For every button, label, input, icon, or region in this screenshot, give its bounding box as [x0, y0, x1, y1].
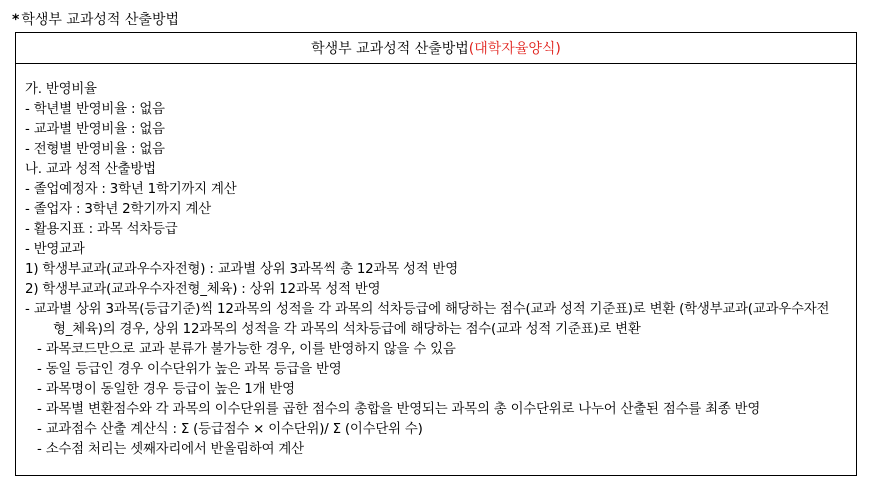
method-box: [15, 32, 857, 476]
asterisk-bullet: *: [12, 12, 20, 28]
list-item: - 활용지표 : 과목 석차등급: [25, 222, 178, 237]
heading-ga: 가. 반영비율: [25, 82, 97, 97]
box-header: [16, 33, 856, 64]
list-item: - 졸업예정자 : 3학년 1학기까지 계산: [25, 182, 237, 197]
heading-na: 나. 교과 성적 산출방법: [25, 162, 156, 177]
box-header-highlight: (대학자율양식): [468, 41, 561, 57]
list-item: - 교과별 상위 3과목(등급기준)씩 12과목의 성적을 각 과목의 석차등급에 해당하는 점수(교과 성적 기준표)로 변환 (학생부교과(교과우수자전: [25, 302, 830, 317]
section-title: [12, 11, 179, 29]
sub-list-item: - 과목명이 동일한 경우 등급이 높은 1개 반영: [37, 382, 295, 397]
list-item: - 학년별 반영비율 : 없음: [25, 102, 165, 117]
sub-list-item: - 과목별 변환점수와 각 과목의 이수단위를 곱한 점수의 총합을 반영되는 과목의 총 이수단위로 나누어 산출된 점수를 최종 반영: [37, 402, 761, 417]
list-item: - 반영교과: [25, 242, 85, 257]
box-header-title: 학생부 교과성적 산출방법: [311, 41, 469, 57]
sub-list-item: - 소수점 처리는 셋째자리에서 반올림하여 계산: [37, 442, 304, 457]
numbered-item: 2) 학생부교과(교과우수자전형_체육) : 상위 12과목 성적 반영: [25, 282, 381, 297]
sub-list-item: - 과목코드만으로 교과 분류가 불가능한 경우, 이를 반영하지 않을 수 있음: [37, 342, 456, 357]
section-title-text: 학생부 교과성적 산출방법: [21, 12, 179, 28]
box-content: [16, 64, 856, 460]
sub-list-item: - 교과점수 산출 계산식 : Σ (등급점수 × 이수단위)/ Σ (이수단위 수): [37, 422, 423, 437]
numbered-item: 1) 학생부교과(교과우수자전형) : 교과별 상위 3과목씩 총 12과목 성적 반영: [25, 262, 459, 277]
list-item: - 교과별 반영비율 : 없음: [25, 122, 165, 137]
list-item: - 전형별 반영비율 : 없음: [25, 142, 165, 157]
sub-list-item: - 동일 등급인 경우 이수단위가 높은 과목 등급을 반영: [37, 362, 342, 377]
list-item-continuation: 형_체육)의 경우, 상위 12과목의 성적을 각 과목의 석차등급에 해당하는 점수(교과 성적 기준표)로 변환: [53, 322, 641, 337]
list-item: - 졸업자 : 3학년 2학기까지 계산: [25, 202, 211, 217]
